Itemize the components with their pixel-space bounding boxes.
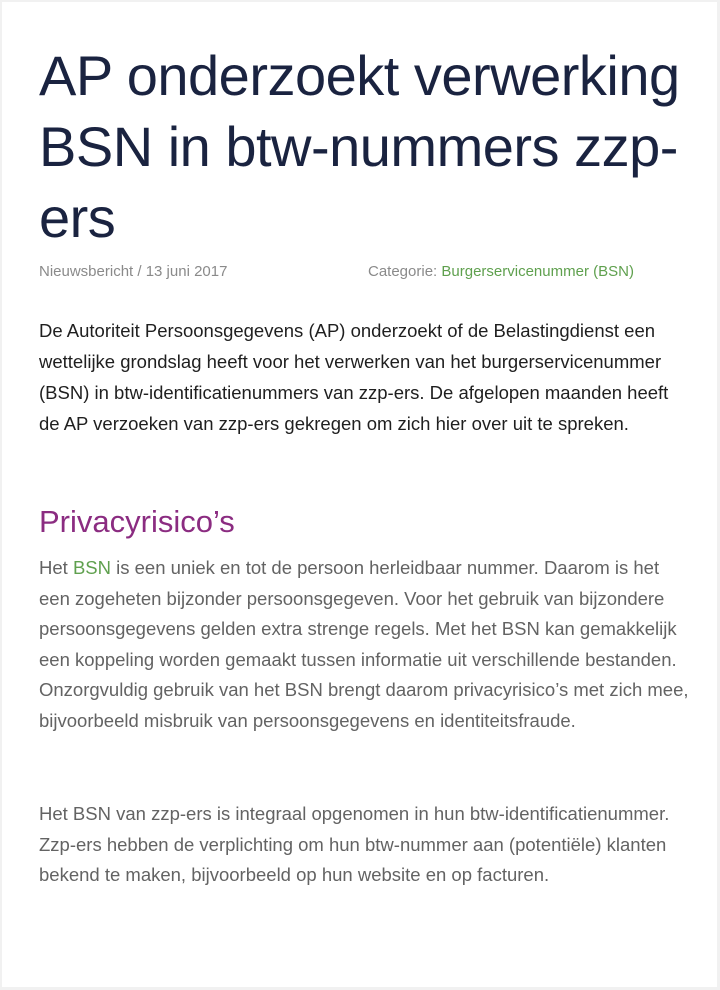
paragraph-rest: is een uniek en tot de persoon herleidbaar nummer. Daarom is het een zogeheten bijzonder persoonsgegeven. Voor het gebruik van bijzondere persoonsgegevens gelden extra strenge regels. Met het BSN kan gemakkelijk een koppeling worden gemaakt tussen informatie uit verschillende bestanden. Onzorgvuldig gebruik van het BSN brengt daarom privacyrisico’s met zich mee, bijvoorbeeld misbruik van persoonsgegevens en identiteitsfraude. [39, 557, 689, 731]
paragraph-prefix: Het [39, 557, 68, 578]
body-paragraph-2: Het BSN van zzp-ers is integraal opgenomen in hun btw-identificatienummer. Zzp-ers hebben de verplichting om hun btw-nummer aan (potentiële) klanten bekend te maken, bijvoorbeeld op hun website en op facturen. [39, 803, 670, 885]
article-title: AP onderzoekt verwerking BSN in btw-nummers zzp-ers [39, 44, 680, 249]
body-paragraph-1 [39, 553, 689, 736]
section-heading: Privacyrisico’s [39, 504, 235, 539]
category-label: Categorie: [368, 263, 438, 280]
article-type-date: Nieuwsbericht / 13 juni 2017 [39, 263, 228, 280]
article-category [368, 263, 634, 280]
article-intro: De Autoriteit Persoonsgegevens (AP) onderzoekt of de Belastingdienst een wettelijke grondslag heeft voor het verwerken van het burgerservicenummer (BSN) in btw-identificatienummers van zzp-ers. De afgelopen maanden heeft de AP verzoeken van zzp-ers gekregen om zich hier over uit te spreken. [39, 320, 669, 434]
category-link[interactable]: Burgerservicenummer (BSN) [441, 263, 634, 280]
page [2, 2, 717, 987]
bsn-link[interactable]: BSN [72, 557, 111, 578]
article-meta [39, 263, 689, 283]
